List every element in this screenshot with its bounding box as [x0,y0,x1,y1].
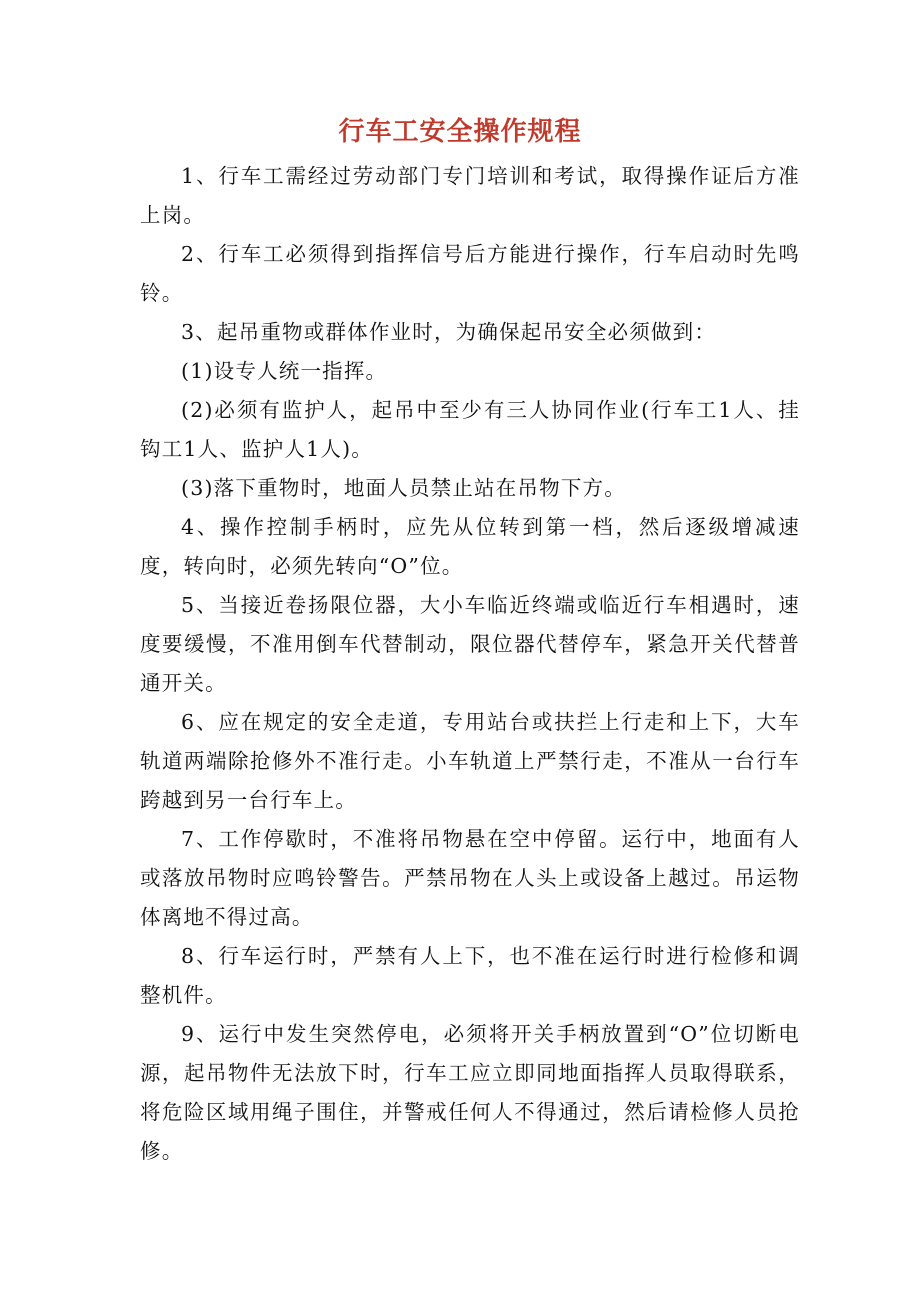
paragraph-2: 2、行车工必须得到指挥信号后方能进行操作，行车启动时先鸣铃。 [140,242,800,305]
paragraph-4: 4、操作控制手柄时，应先从位转到第一档，然后逐级增减速度，转向时，必须先转向“O”位。 [140,515,800,578]
paragraph-3-item-2: (2)必须有监护人，起吊中至少有三人协同作业(行车工1人、挂钩工1人、监护人1人)。 [140,398,800,461]
paragraph-7: 7、工作停歇时，不准将吊物悬在空中停留。运行中，地面有人或落放吊物时应鸣铃警告。严禁吊物在人头上或设备上越过。吊运物体离地不得过高。 [140,827,800,929]
paragraph-9: 9、运行中发生突然停电，必须将开关手柄放置到“O”位切断电源，起吊物件无法放下时，行车工应立即同地面指挥人员取得联系，将危险区域用绳子围住，并警戒任何人不得通过，然后请检修人员抢修。 [140,1022,800,1163]
paragraph-5: 5、当接近卷扬限位器，大小车临近终端或临近行车相遇时，速度要缓慢，不准用倒车代替制动，限位器代替停车，紧急开关代替普通开关。 [140,593,800,695]
document-body [140,157,800,1171]
paragraph-6: 6、应在规定的安全走道，专用站台或扶拦上行走和上下，大车轨道两端除抢修外不准行走。小车轨道上严禁行走，不准从一台行车跨越到另一台行车上。 [140,710,800,812]
paragraph-3-item-1: (1)设专人统一指挥。 [181,359,388,383]
paragraph-3: 3、起吊重物或群体作业时，为确保起吊安全必须做到： [181,320,717,344]
paragraph-8: 8、行车运行时，严禁有人上下，也不准在运行时进行检修和调整机件。 [140,944,800,1007]
paragraph-1: 1、行车工需经过劳动部门专门培训和考试，取得操作证后方准上岗。 [140,164,800,227]
paragraph-3-item-3: (3)落下重物时，地面人员禁止站在吊物下方。 [181,476,626,500]
document-title: 行车工安全操作规程 [338,117,582,147]
